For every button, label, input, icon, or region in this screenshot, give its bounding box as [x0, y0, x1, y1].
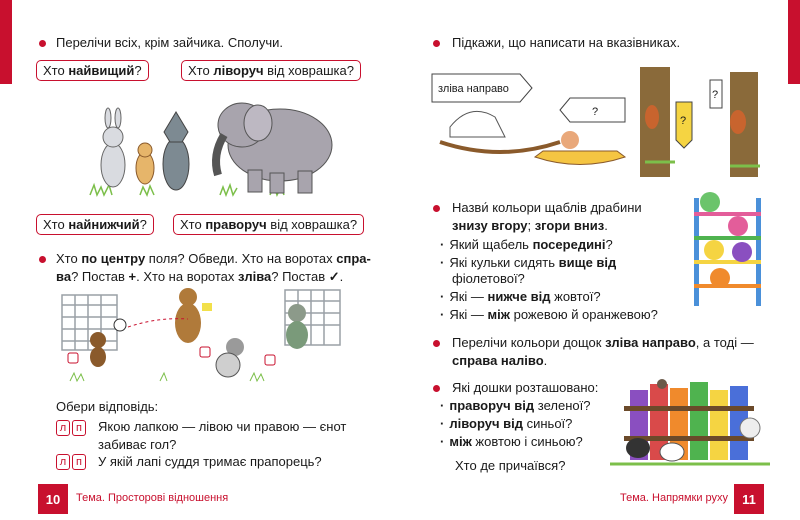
ladder-illustration	[690, 190, 770, 310]
ball-pink	[728, 216, 748, 236]
bullet	[39, 256, 46, 263]
task-ladder-line1: Назви́ кольори щаблів драбини	[452, 200, 642, 215]
question-left-of-gopher: Хто ліворуч від ховрашка?	[181, 60, 361, 81]
boards-subquestion-3: · між жовтою і синьою?	[440, 433, 583, 451]
who-hid-question: Хто де причаївся?	[455, 458, 566, 473]
svg-text:?: ?	[592, 106, 599, 118]
ball	[114, 319, 126, 331]
choice-right-paw[interactable]: п	[72, 454, 86, 470]
task-boards-line1: Перелічи кольори дощок зліва направо, а тоді —	[452, 335, 754, 350]
sign-text: зліва направо	[438, 83, 509, 95]
ball-green	[700, 192, 720, 212]
task-field-line1: Хто по центру поля? Обведи. Хто на воротах спра-	[56, 251, 371, 266]
choice-left-paw[interactable]: л	[56, 420, 70, 436]
mark-box	[200, 347, 210, 357]
page-number-left: 10	[38, 484, 68, 514]
page-number-right: 11	[734, 484, 764, 514]
choice-right-paw[interactable]: п	[72, 420, 86, 436]
mark-box	[68, 353, 78, 363]
bullet	[433, 40, 440, 47]
question-shortest: Хто найнижчий?	[36, 214, 154, 235]
signposts-illustration	[430, 62, 770, 182]
answer-choice-boxes-2[interactable]	[56, 454, 86, 470]
task-boards-location: Які дошки розташовано:	[452, 380, 599, 395]
bullet	[433, 385, 440, 392]
elephant	[216, 103, 332, 193]
wolf	[163, 112, 189, 190]
choose-answer-label: Обери відповідь:	[56, 399, 159, 414]
choice-left-paw[interactable]: л	[56, 454, 70, 470]
boards-subquestion-1: · праворуч від зеленої?	[440, 397, 590, 415]
page-edge-left	[0, 0, 12, 84]
answer1-question-line2: забиває гол?	[98, 437, 177, 452]
footer-topic-right: Тема. Напрямки руху	[620, 492, 729, 504]
goal-left	[62, 295, 117, 350]
boat-right	[535, 151, 625, 165]
sign-left-to-right	[432, 74, 532, 102]
ladder-subquestion-2: · Які кульки сидять вище від	[440, 254, 616, 272]
raccoon	[216, 338, 244, 377]
answer-choice-boxes-1[interactable]	[56, 420, 86, 436]
question-right-of-gopher: Хто праворуч від ховрашка?	[173, 214, 364, 235]
svg-text:?: ?	[712, 89, 719, 101]
bear-cub	[561, 131, 579, 149]
bunny	[101, 108, 125, 187]
ball-orange	[710, 268, 730, 288]
answer1-question-line1: Якою лапкою — лівою чи правою — єнот	[98, 419, 347, 434]
boards-subquestion-2: · ліворуч від синьої?	[440, 415, 572, 433]
task-ladder-line2: знизу вгору; згори вниз.	[452, 218, 608, 233]
mouse	[657, 379, 667, 389]
task-boards-line2: справа наліво.	[452, 353, 548, 368]
sign-question-3	[676, 102, 692, 148]
task-signposts-instruction: Підкажи, що написати на вказівниках.	[452, 35, 681, 50]
ladder-subquestion-2-cont: фіолетової?	[452, 271, 525, 286]
ladder-subquestion-3: · Які — нижче від жовтої?	[440, 288, 601, 306]
puppy	[660, 443, 684, 461]
soccer-illustration	[60, 285, 360, 385]
animals-illustration	[80, 90, 340, 210]
bullet	[433, 205, 440, 212]
goose	[450, 111, 505, 137]
boat-left	[440, 142, 560, 152]
gopher	[136, 143, 154, 184]
bear-referee	[175, 288, 212, 343]
svg-text:?: ?	[680, 115, 687, 127]
sign-question-2	[710, 80, 722, 108]
squirrel-right	[730, 110, 746, 134]
sign-question-1	[560, 98, 625, 122]
squirrel-left	[645, 105, 659, 129]
footer-topic-left: Тема. Просторові відношення	[76, 492, 229, 504]
answer2-question: У якій лапі суддя тримає прапорець?	[98, 454, 322, 469]
page-edge-right	[788, 0, 800, 84]
fence-illustration	[610, 378, 770, 468]
cat-black	[626, 438, 650, 458]
ball-yellow	[704, 240, 724, 260]
cat-white	[740, 418, 760, 438]
task-field-line2: ва? Постав +. Хто на воротах зліва? Постав ✓.	[56, 269, 344, 284]
bullet	[39, 40, 46, 47]
ball-violet	[732, 242, 752, 262]
question-tallest: Хто найвищий?	[36, 60, 149, 81]
ladder-subquestion-1: · Який щабель посередині?	[440, 236, 613, 254]
bullet	[433, 340, 440, 347]
ladder-subquestion-4: · Які — між рожевою й оранжевою?	[440, 306, 658, 324]
task-list-instruction: Перелічи всіх, крім зайчика. Сполучи.	[56, 35, 283, 50]
cat-goalkeeper	[286, 304, 308, 349]
mark-box	[265, 355, 275, 365]
